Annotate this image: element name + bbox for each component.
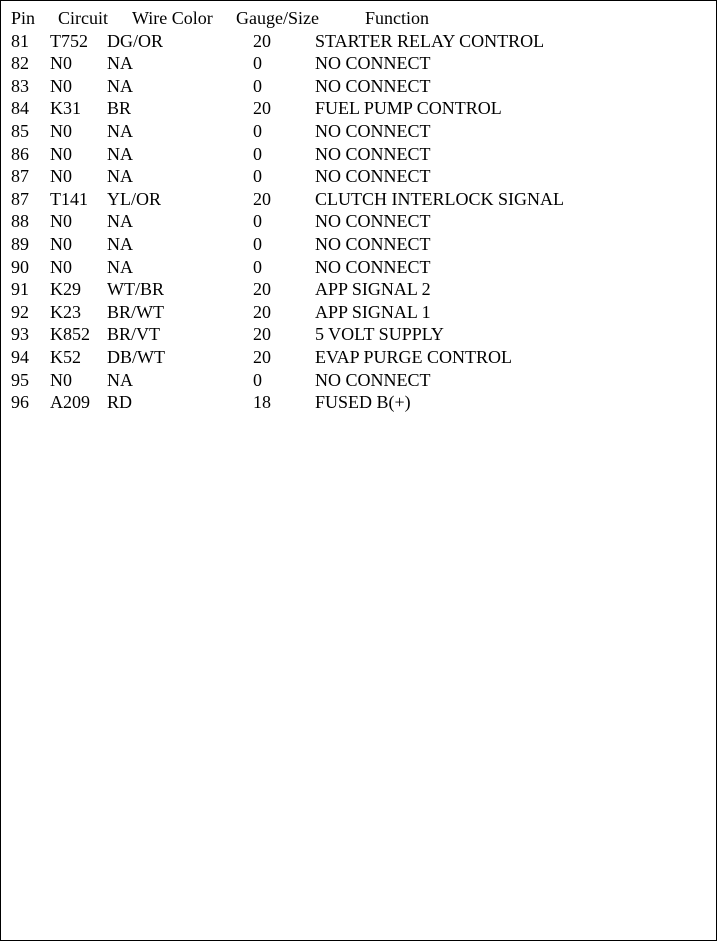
cell-function: NO CONNECT (315, 120, 431, 141)
cell-circuit: K852 (50, 324, 90, 345)
header-circuit: Circuit (58, 8, 108, 28)
table-row (1, 97, 716, 120)
cell-circuit: N0 (50, 53, 72, 74)
cell-circuit: T752 (50, 30, 88, 51)
cell-circuit: K29 (50, 279, 81, 300)
cell-circuit: K52 (50, 346, 81, 367)
cell-wire-color: NA (107, 233, 133, 254)
cell-circuit: K23 (50, 301, 81, 322)
cell-pin: 82 (11, 53, 29, 74)
table-row (1, 391, 716, 414)
table-body (1, 30, 716, 414)
cell-gauge-size: 20 (253, 324, 271, 345)
table-row (1, 165, 716, 188)
cell-circuit: A209 (50, 392, 90, 413)
cell-circuit: T141 (50, 188, 88, 209)
cell-function: NO CONNECT (315, 75, 431, 96)
header-wire-color: Wire Color (132, 8, 213, 28)
cell-gauge-size: 20 (253, 30, 271, 51)
cell-gauge-size: 0 (253, 256, 262, 277)
cell-function: NO CONNECT (315, 256, 431, 277)
cell-gauge-size: 0 (253, 75, 262, 96)
header-gauge-size: Gauge/Size (236, 8, 319, 28)
table-row (1, 278, 716, 301)
cell-function: NO CONNECT (315, 53, 431, 74)
table-row (1, 143, 716, 166)
cell-pin: 89 (11, 233, 29, 254)
cell-gauge-size: 20 (253, 346, 271, 367)
cell-wire-color: NA (107, 75, 133, 96)
cell-circuit: K31 (50, 98, 81, 119)
table-row (1, 120, 716, 143)
table-row (1, 30, 716, 53)
cell-wire-color: DG/OR (107, 30, 164, 51)
header-function: Function (365, 8, 430, 28)
pinout-table (1, 7, 716, 414)
cell-gauge-size: 20 (253, 279, 271, 300)
table-row (1, 52, 716, 75)
table-row (1, 369, 716, 392)
cell-function: FUSED B(+) (315, 392, 411, 413)
cell-circuit: N0 (50, 369, 72, 390)
cell-pin: 86 (11, 143, 29, 164)
cell-function: NO CONNECT (315, 166, 431, 187)
table-row (1, 188, 716, 211)
cell-function: NO CONNECT (315, 143, 431, 164)
table-row (1, 346, 716, 369)
cell-wire-color: NA (107, 166, 133, 187)
cell-pin: 96 (11, 392, 29, 413)
cell-wire-color: BR/WT (107, 301, 164, 322)
cell-wire-color: RD (107, 392, 133, 413)
cell-gauge-size: 0 (253, 369, 262, 390)
cell-circuit: N0 (50, 166, 72, 187)
cell-function: FUEL PUMP CONTROL (315, 98, 502, 119)
cell-pin: 83 (11, 75, 29, 96)
cell-gauge-size: 0 (253, 143, 262, 164)
cell-wire-color: NA (107, 120, 133, 141)
cell-gauge-size: 0 (253, 166, 262, 187)
cell-gauge-size: 20 (253, 301, 271, 322)
cell-wire-color: NA (107, 369, 133, 390)
cell-wire-color: NA (107, 53, 133, 74)
cell-function: APP SIGNAL 2 (315, 279, 431, 300)
cell-wire-color: BR/VT (107, 324, 161, 345)
cell-pin: 87 (11, 188, 29, 209)
cell-pin: 87 (11, 166, 29, 187)
cell-pin: 95 (11, 369, 29, 390)
cell-wire-color: NA (107, 211, 133, 232)
table-header-row (1, 7, 716, 30)
cell-function: NO CONNECT (315, 211, 431, 232)
cell-wire-color: BR (107, 98, 132, 119)
cell-pin: 91 (11, 279, 29, 300)
table-row (1, 301, 716, 324)
cell-wire-color: NA (107, 143, 133, 164)
table-row (1, 233, 716, 256)
table-row (1, 75, 716, 98)
cell-circuit: N0 (50, 211, 72, 232)
cell-circuit: N0 (50, 233, 72, 254)
cell-circuit: N0 (50, 143, 72, 164)
cell-gauge-size: 20 (253, 188, 271, 209)
table-row (1, 210, 716, 233)
cell-pin: 88 (11, 211, 29, 232)
cell-pin: 92 (11, 301, 29, 322)
cell-function: 5 VOLT SUPPLY (315, 324, 444, 345)
cell-gauge-size: 20 (253, 98, 271, 119)
cell-gauge-size: 0 (253, 233, 262, 254)
cell-function: CLUTCH INTERLOCK SIGNAL (315, 188, 564, 209)
cell-function: NO CONNECT (315, 233, 431, 254)
cell-pin: 85 (11, 120, 29, 141)
cell-gauge-size: 18 (253, 392, 271, 413)
table-row (1, 323, 716, 346)
cell-wire-color: DB/WT (107, 346, 165, 367)
cell-function: NO CONNECT (315, 369, 431, 390)
cell-wire-color: YL/OR (107, 188, 161, 209)
cell-pin: 94 (11, 346, 29, 367)
cell-circuit: N0 (50, 120, 72, 141)
cell-pin: 81 (11, 30, 29, 51)
header-pin: Pin (11, 8, 36, 28)
cell-function: APP SIGNAL 1 (315, 301, 431, 322)
cell-function: EVAP PURGE CONTROL (315, 346, 513, 367)
cell-circuit: N0 (50, 75, 72, 96)
cell-pin: 90 (11, 256, 29, 277)
cell-gauge-size: 0 (253, 53, 262, 74)
cell-wire-color: NA (107, 256, 133, 277)
cell-pin: 93 (11, 324, 29, 345)
cell-wire-color: WT/BR (107, 279, 164, 300)
cell-circuit: N0 (50, 256, 72, 277)
cell-pin: 84 (11, 98, 29, 119)
cell-gauge-size: 0 (253, 120, 262, 141)
cell-gauge-size: 0 (253, 211, 262, 232)
cell-function: STARTER RELAY CONTROL (315, 30, 545, 51)
table-row (1, 256, 716, 279)
